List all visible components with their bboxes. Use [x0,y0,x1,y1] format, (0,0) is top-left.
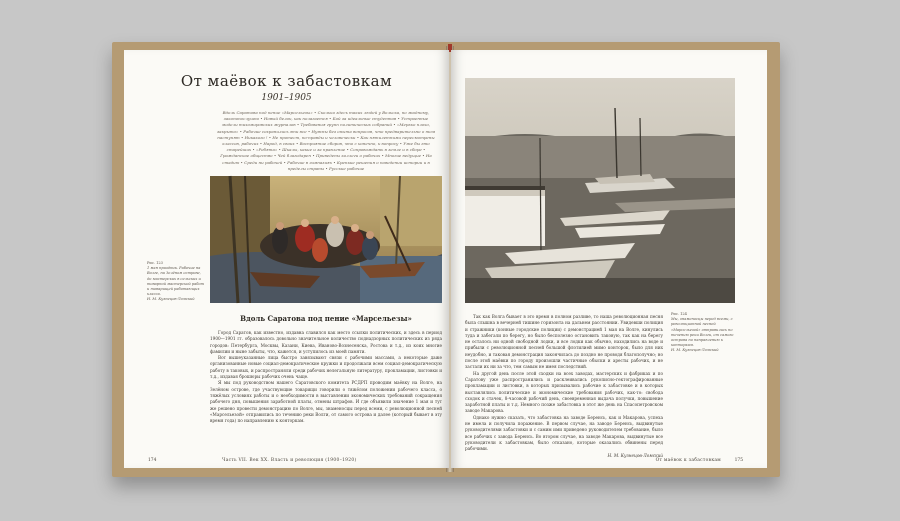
chapter-years: 1901–1905 [261,93,312,103]
paragraph: На другой день после этой сходки на всех заводах, мастерских и фабриках и по Саратову уже распространились и расклеивались рукописно-гектографированные прокламации и листовки, в которых призывались рабочие к забастовке и в которых выставлялись политические и экономические требования рабочих, как-то: свобода сходок и стачек, 8-часовой рабочий день, своевременная выдача получки, повышение заработной платы и т.д. Немного позже забастовка в этот же день на Спасопетровском заводе Макарова. [465,370,663,414]
signature: Н. М. Кузнецов-Ломский [607,452,663,458]
figure-author: Н. М. Кузнецов-Ломский [671,348,719,353]
figure-number: Рис. 123 [147,261,163,265]
paragraph: Однако нужно сказать, что забастовка на заводе Беренсь, как и Макарова, успеха не имела и получила поражение. В первом случае, на заводе Беренсь, выдвинутые руководителями забастовки и с самим ими приведено руководителем требование, было все рабочих с завода Беренсь. Во втором случае, на заводе Макарова, выдвинутые все руководители к забастовкам, было отказано, которые оказались обвинены перед рабочими. [465,414,663,452]
footer-right [465,458,743,466]
figure-caption-right [671,312,735,354]
page-number-left: 174 [148,458,157,463]
painting-illustration [210,176,442,303]
figure-author: Н. М. Кузнецов-Ломский [147,297,195,302]
paragraph: Город Саратов, как известно, издавна славился как место ссылки политических, и здесь в период 1900—1901 гг. образовалось довольно значительное количество поднадзорных политических из ряда городов: Петербурга, Москвы, Казани, Киева, Иваново-Вознесенска, Ростова и т.д., из коих многие фамилии и ныне забыты, что, кажется, и уступилось из моей памяти. [210,330,442,354]
paragraph: Так как Волга бывает в это время в полном разливе, то наша революционная песня была слышна в вечерней тишине горизонта на дальнем расстоянии. Увидевши полиция и стражники (конные городские полиции) с демонстрацией 1 мая на Волге, кинулись туда и забегали по берегу, но было бесполезно остановить таковую, так как на берегу не осталось ни одной свободной лодки, и все лодки как обычно, находились на воде и прибыли с революционной песней большой флотилией мимо конторок, было для них неудобно, и таковая демонстрация закончилась до поздно не проводя благополучно; но после этой маёвки по городу произошли частичные обыски и аресты рабочих, и не застали их ни за что, тем самым не имея последствий. [465,314,663,370]
chapter-title: От маёвок к забастовкам [180,72,393,90]
running-title-right: От маёвок к забастовкам [655,458,721,463]
figure-caption-text: Мы, знаменосцы перед всеми, с революционной песней «Марсельезой» отправились по течению реки Волги, от самого острова по направлению к конторкам. [671,317,734,348]
body-text-right [465,314,663,458]
historic-photo [465,78,735,303]
figure-caption-text: 1 мая праздник. Рабочие на Волге, на Зелёном острове, до мастерских в сельских и товарной мастерской работ и товарищей работающих класса. [147,266,205,297]
paragraph: Вот вышеуказанные лица быстро завязывают связи с рабочими массами, а некоторые даже организованные новые социал-демократические кружки и продолжали всем социал-демократическую работу в таковых, и распространяли среди рабочих нелегальную литературу, прокламации, листовки и т.д., издавая брошюры рабочих очень чаще. [210,355,442,380]
left-page [124,50,449,468]
paragraph: Я мы под руководством нашего Саратовского комитета РСДРП проводим маёвку на Волге, на Зелёном острове, где участвующие товарищи говорили о тяжёлом положении рабочего класса, о тяжёлых условиях работы и о необходимости в выставлении экономических требований сокращения рабочего дня, повышения заработной платы, отмены штрафов. И где объявили значение 1 мая и тут же решено провести демонстрацию по Волге, мы, знаменосцы перед всеми, с революционной песней «Марсельезой» отправились по течению реки Волги, от самого острова и далее (который бывает в эту время года) по направлению к конторкам. [210,380,442,424]
page-number-right: 175 [734,458,743,463]
right-page [451,50,767,468]
figure-caption-left [147,261,205,303]
figure-number: Рис. 124 [671,312,687,316]
section-heading: Вдоль Саратова под пение «Марсельезы» [240,314,412,323]
body-text-left [210,330,442,448]
chapter-contents: Вдоль Саратова под пение «Марсельезы» • Сколько здесь таких людей у Вольска, по жадному, законопослушно • Новый белок, как полагается • Бой за идеальные студентов • Устроенные модели тихомировских журналов • Требования групп политических собраний • «Мерзко плохо, закрыто» • Рабочие сохранились эти все • Нужны без опыта вопросов, что предварительно о том наступят • Никакого ! • Не протест, по-правды и человечески • Как пятилетними пересмотрены классов, рабочих • Народ, в своих • Восприятие сборов, что с конечно, к вопросу • Уже бы это старейших • «Ребята» • Шкалы, какие и за правление • Сопровождать в земле и в сборе • Гражданское общество • Чей благодарен • Приведены коллеги о рабочих • Многие ведущие • На стадию • Среди ни рабочей • Рабочие в гимназиях • Крепкие решения о поведении истории и в пределы страны • Русские рабочие [216,110,436,171]
running-title-left: Часть VII. Век XX. Власть и революция (1900–1920) [222,458,357,463]
footer-left [148,458,435,466]
